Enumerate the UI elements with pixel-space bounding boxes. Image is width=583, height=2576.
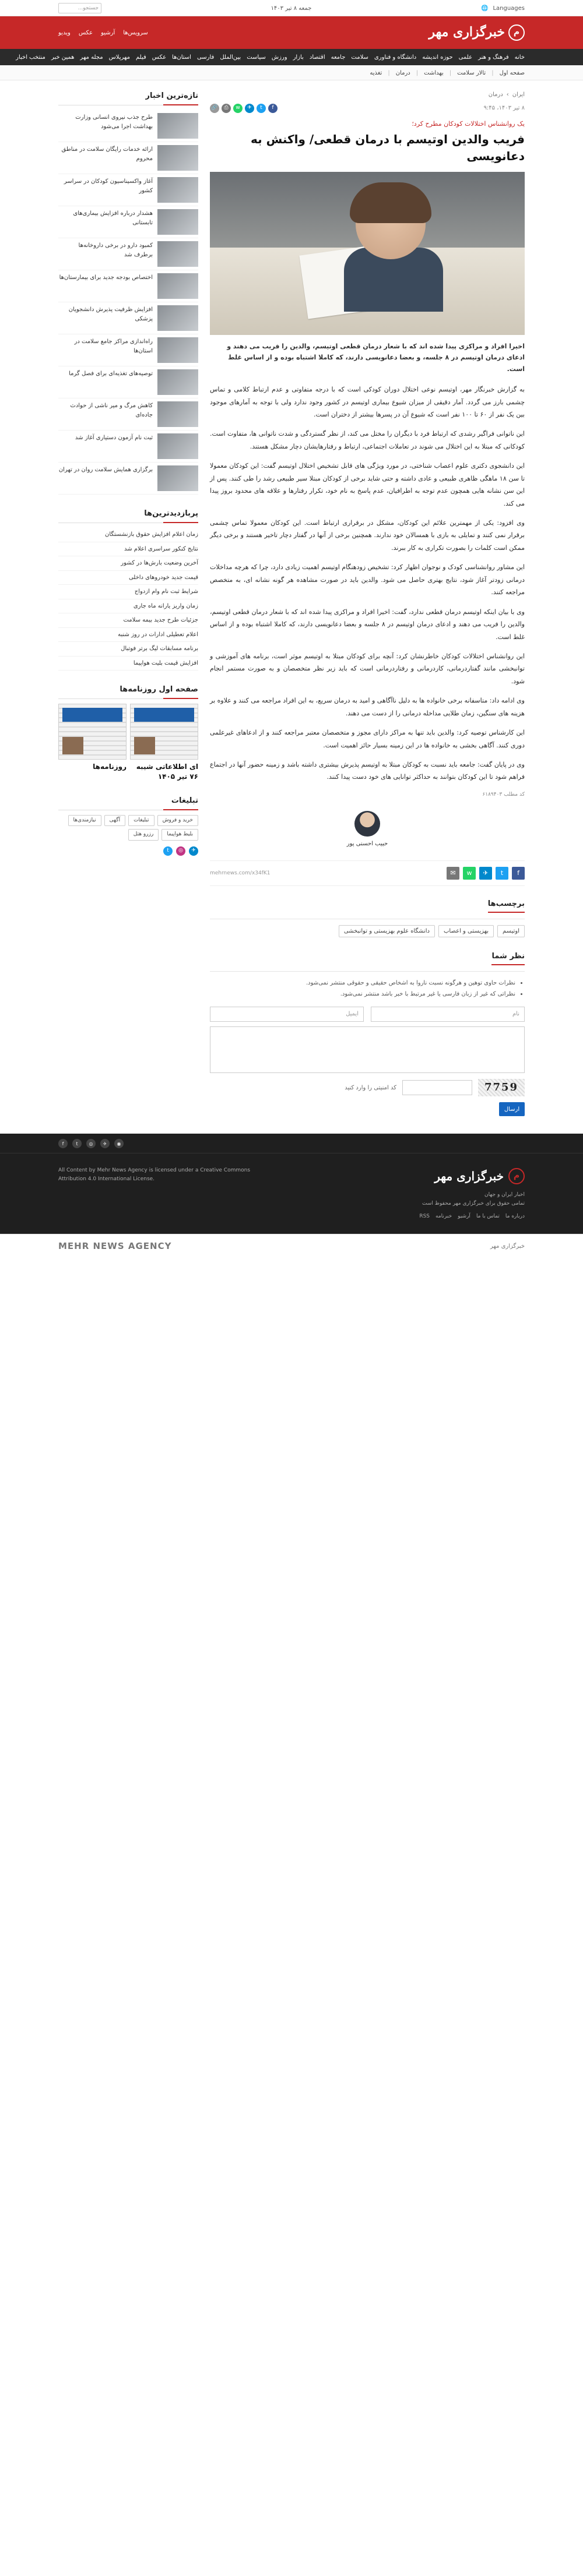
footer-link[interactable]: آرشیو <box>458 1213 470 1220</box>
news-thumbnail <box>157 241 198 267</box>
subnav-item[interactable]: درمان <box>395 69 410 76</box>
footer-copyright <box>58 1166 250 1221</box>
article-paragraph: این کارشناس توصیه کرد: والدین باید تنها به مراکز دارای مجوز و متخصصان معتبر مراجعه کنند و از ادعاهای غیرعلمی دوری کنند. آگاهی بخشی به خانواده ها در این زمینه بسیار حائز اهمیت است. <box>210 729 525 749</box>
article-paragraph: این ناتوانی فراگیر رشدی که ارتباط فرد با دیگران را مختل می کند، از نظر گستردگی و شدت ناتوانی ها، متفاوت است. کودکانی که مبتلا به این اختلال می شوند در تعاملات اجتماعی، ارتباط و رفتارهایشان دچار مشکل هستند. <box>210 430 525 450</box>
popular-item[interactable]: جزئیات طرح جدید بیمه سلامت <box>58 613 198 628</box>
news-headline: کاهش مرگ و میر ناشی از حوادث جاده‌ای <box>70 403 153 418</box>
sidebar <box>58 90 198 1116</box>
sidebar-tag[interactable]: نیازمندی‌ها <box>68 815 101 826</box>
facebook-icon[interactable]: f <box>268 104 278 113</box>
news-headline: آغاز واکسیناسیون کودکان در سراسر کشور <box>64 178 153 194</box>
subnav-item[interactable]: تغذیه <box>370 69 382 76</box>
site-logo[interactable] <box>429 22 525 43</box>
captcha-label: کد امنیتی را وارد کنید <box>345 1084 396 1091</box>
news-headline: کمبود دارو در برخی داروخانه‌ها برطرف شد <box>78 242 153 258</box>
news-headline: افزایش ظرفیت پذیرش دانشجویان پزشکی <box>68 306 153 322</box>
footer-link[interactable]: RSS <box>419 1213 430 1220</box>
sidebar-tags <box>58 815 198 841</box>
popular-item[interactable]: قیمت جدید خودروهای داخلی <box>58 571 198 585</box>
news-headline: توصیه‌های تغذیه‌ای برای فصل گرما <box>69 370 153 377</box>
topbar-left <box>481 3 525 13</box>
newspaper-name: روزنامه‌ها <box>93 763 127 771</box>
share-row-bottom <box>210 860 525 886</box>
nav-item[interactable]: حوزه اندیشه <box>422 54 453 61</box>
newspaper-card[interactable] <box>58 704 127 782</box>
logo-icon: م <box>508 24 525 41</box>
popular-item[interactable]: افزایش قیمت بلیت هواپیما <box>58 657 198 671</box>
cover-header <box>62 708 122 722</box>
latest-news-item[interactable] <box>58 334 198 366</box>
nav-item[interactable]: بین‌الملل <box>220 54 241 61</box>
article-paragraph: این روانشناس اختلالات کودکان خاطرنشان کرد: آنچه برای کودکان مبتلا به اوتیسم موثر است، برنامه های آموزشی و توانبخشی مانند گفتاردرمانی، کاردرمانی و رفتاردرمانی است که باید زیر نظر متخصصان و به صورت مستمر انجام شود. <box>210 652 525 685</box>
latest-news-item[interactable] <box>58 302 198 334</box>
footer-social <box>58 1134 525 1153</box>
twitter-icon[interactable]: t <box>72 1139 82 1148</box>
nav-item[interactable]: فرهنگ و هنر <box>478 54 509 61</box>
tag-link[interactable]: اوتیسم <box>497 925 525 937</box>
popular-item[interactable]: زمان واریز یارانه ماه جاری <box>58 599 198 614</box>
news-thumbnail <box>157 465 198 491</box>
short-url[interactable]: mehrnews.com/x34fK1 <box>210 870 271 876</box>
news-thumbnail <box>157 305 198 331</box>
nav-item[interactable]: استان‌ها <box>172 54 191 61</box>
article-paragraph: این مشاور روانشناسی کودک و نوجوان اظهار کرد: تشخیص زودهنگام اوتیسم اهمیت زیادی دارد، چرا که هرچه مداخلات درمانی زودتر آغاز شود، نتایج بهتری حاصل می شود. والدین باید در صورت مشاهده هر گونه نشانه ای، به متخصص مراجعه کنند. <box>210 563 525 597</box>
footer-link[interactable]: تماس با ما <box>476 1213 500 1220</box>
news-code: کد مطلب ۶۱۸۹۴۰۳ <box>482 791 525 797</box>
breadcrumb-item[interactable]: درمان <box>488 91 503 98</box>
instagram-icon[interactable]: ◎ <box>86 1139 96 1148</box>
sidebar-tag[interactable]: خرید و فروش <box>157 815 198 826</box>
ads-block <box>58 795 198 856</box>
nav-item[interactable]: مجله مهر <box>80 54 103 61</box>
news-headline: طرح جذب نیروی انسانی وزارت بهداشت اجرا می‌شود <box>75 114 153 130</box>
news-headline: راه‌اندازی مراکز جامع سلامت در استان‌ها <box>74 338 153 354</box>
newspaper-cover <box>130 704 198 760</box>
breadcrumb <box>210 90 525 100</box>
comment-rules <box>210 978 525 1000</box>
globe-icon[interactable]: 🌐 <box>480 5 489 12</box>
publish-date: ۸ تیر ۱۴۰۳، ۹:۴۵ <box>483 105 525 111</box>
nav-item[interactable]: همین خبر <box>51 54 75 61</box>
twitter-icon[interactable]: t <box>257 104 266 113</box>
facebook-icon[interactable]: f <box>512 867 525 880</box>
article-paragraph: به گزارش خبرنگار مهر، اوتیسم نوعی اختلال دوران کودکی است که با درجه متفاوتی و عدم ارتباط کلامی و تماس چشمی بارز می گردد. آمار دقیقی از میزان شیوع بیماری اوتیسم در کشور وجود ندارد ولی با توجه به آمارهای موجود بین یک نفر از ۶۰ تا ۱۰۰ نفر است که شیوع آن در پسرها بیشتر از دختران است. <box>210 386 525 418</box>
nav-item[interactable]: بازار <box>293 54 304 61</box>
author-name[interactable]: حبیب احسنی پور <box>346 841 388 848</box>
sidebar-tag[interactable]: تبلیغات <box>128 815 154 826</box>
newspaper-name: ای اطلاعاتی شیبه ۷۶ تیر ۱۴۰۵ <box>136 763 198 781</box>
section-divider <box>210 971 525 972</box>
header-link[interactable]: ویدیو <box>58 29 71 36</box>
footer-links <box>419 1212 525 1221</box>
latest-news-title: تازه‌ترین اخبار <box>58 90 198 105</box>
subnav-item[interactable]: تالار سلامت <box>457 69 486 76</box>
sidebar-tag[interactable]: بلیط هواپیما <box>161 829 198 840</box>
popular-item[interactable]: نتایج کنکور سراسری اعلام شد <box>58 542 198 557</box>
footer-logo-text: خبرگزاری مهر <box>434 1169 504 1184</box>
latest-news-item[interactable] <box>58 463 198 495</box>
latest-news-item[interactable] <box>58 398 198 430</box>
subnav-separator: | <box>416 69 419 76</box>
latest-news-item[interactable] <box>58 206 198 238</box>
article <box>210 90 525 1116</box>
nav-item[interactable]: مهرپلاس <box>108 54 131 61</box>
logo-icon: م <box>508 1168 525 1184</box>
comment-rule: • نظرات حاوی توهین و هرگونه نسبت ناروا به اشخاص حقیقی و حقوقی منتشر نمی‌شود. <box>210 978 515 989</box>
news-thumbnail <box>157 145 198 171</box>
whatsapp-icon[interactable]: w <box>233 104 243 113</box>
article-paragraph: وی ادامه داد: متاسفانه برخی خانواده ها به دلیل ناآگاهی و امید به درمان سریع، به این افراد مراجعه می کنند و علاوه بر هزینه های سنگین، زمان طلایی مداخله درمانی را از دست می دهند. <box>210 697 525 717</box>
latest-news-item[interactable] <box>58 110 198 142</box>
copyright-line: Attribution 4.0 International License. <box>58 1176 155 1182</box>
popular-title: پربازدیدترین‌ها <box>58 507 198 523</box>
footer <box>0 1134 583 1257</box>
news-thumbnail <box>157 209 198 235</box>
main-nav <box>0 49 583 65</box>
nav-item[interactable]: جامعه <box>331 54 346 61</box>
email-icon[interactable]: ✉ <box>447 867 459 880</box>
name-field[interactable]: نام <box>371 1007 525 1022</box>
twitter-icon[interactable]: t <box>163 846 173 856</box>
telegram-icon[interactable]: ✈ <box>245 104 254 113</box>
telegram-icon[interactable]: ✈ <box>100 1139 110 1148</box>
news-thumbnail <box>157 369 198 395</box>
article-meta <box>210 103 525 113</box>
latest-news-item[interactable] <box>58 238 198 270</box>
nav-item[interactable]: عکس <box>152 54 167 61</box>
subnav-separator: | <box>388 69 390 76</box>
whatsapp-icon[interactable]: w <box>463 867 476 880</box>
nav-item[interactable]: ورزش <box>271 54 287 61</box>
latest-news-block <box>58 90 198 495</box>
popular-block <box>58 507 198 671</box>
article-paragraph: این دانشجوی دکتری علوم اعصاب شناختی، در مورد ویژگی های قابل تشخیص اختلال اوتیسم گفت: این کودکان معمولا تا سن ۱۸ ماهگی ظاهری طبیعی و عادی داشته و حتی شاید برخی از کودکان مبتلا سیر طبیعی رشد را طی کنند. پس از این سن نشانه هایی همچون عدم توجه به اطرافیان، عدم پاسخ به نام خود، تکرار رفتارها و علاقه های محدود بروز پیدا می کند. <box>210 462 525 507</box>
subnav-item[interactable]: بهداشت <box>424 69 444 76</box>
captcha-image: 7759 <box>478 1079 525 1096</box>
cover-photo <box>134 737 155 754</box>
nav-item[interactable]: سلامت <box>351 54 368 61</box>
header-link[interactable]: سرویس‌ها <box>123 29 148 36</box>
comment-textarea[interactable] <box>210 1026 525 1073</box>
news-thumbnail <box>157 177 198 203</box>
sidebar-social <box>58 846 198 856</box>
sidebar-tag[interactable]: رزرو هتل <box>128 829 159 840</box>
breadcrumb-item[interactable]: ایران <box>512 91 525 98</box>
newspaper-cover <box>58 704 127 760</box>
footer-info: اخبار ایران و جهان <box>484 1192 525 1198</box>
header-link[interactable]: عکس <box>78 29 93 36</box>
popular-item[interactable]: آخرین وضعیت بارش‌ها در کشور <box>58 556 198 571</box>
copyright-line: All Content by Mehr News Agency is licensed under a Creative Commons <box>58 1167 251 1174</box>
submit-comment-button[interactable]: ارسال <box>499 1102 525 1116</box>
footer-link[interactable]: خبرنامه <box>436 1213 452 1220</box>
logo-text: خبرگزاری مهر <box>429 24 505 40</box>
date-label: جمعه ۸ تیر ۱۴۰۳ <box>271 5 312 12</box>
rss-icon[interactable]: ◉ <box>114 1139 124 1148</box>
share-row-top <box>210 104 278 113</box>
search-input[interactable]: جستجو... <box>58 3 101 13</box>
subnav-item[interactable]: صفحه اول <box>499 69 525 76</box>
latest-news-item[interactable] <box>58 174 198 206</box>
footer-link[interactable]: درباره ما <box>505 1213 525 1220</box>
sidebar-tag[interactable]: آگهی <box>104 815 125 826</box>
brand-en: MEHR NEWS AGENCY <box>58 1240 172 1251</box>
top-bar <box>0 0 583 16</box>
article-kicker: یک روانشناس اختلالات کودکان مطرح کرد؛ <box>412 120 525 128</box>
nav-item[interactable]: فارسی <box>196 54 215 61</box>
author-box <box>210 811 525 849</box>
subnav-separator: | <box>491 69 494 76</box>
footer-info: تمامی حقوق برای خبرگزاری مهر محفوظ است <box>422 1200 525 1206</box>
latest-news-item[interactable] <box>58 142 198 174</box>
share-icons <box>447 867 525 880</box>
tags-title: برچسب‌ها <box>488 898 525 913</box>
subnav-separator: | <box>449 69 452 76</box>
cover-photo <box>62 737 83 754</box>
latest-news-item[interactable] <box>58 366 198 398</box>
nav-item[interactable]: خانه <box>514 54 525 61</box>
comment-rule: • نظراتی که غیر از زبان فارسی یا غیر مرتبط با خبر باشد منتشر نمی‌شود. <box>210 989 515 1000</box>
nav-item[interactable]: منتخب اخبار <box>16 54 45 61</box>
news-headline: ارائه خدمات رایگان سلامت در مناطق محروم <box>61 146 153 162</box>
news-headline: ثبت نام آزمون دستیاری آغاز شد <box>75 435 153 442</box>
nav-item[interactable]: اقتصاد <box>309 54 325 61</box>
breadcrumb-separator: › <box>506 91 509 98</box>
news-headline: هشدار درباره افزایش بیماری‌های تابستانی <box>73 210 153 226</box>
facebook-icon[interactable]: f <box>58 1139 68 1148</box>
article-paragraph: وی افزود: یکی از مهمترین علائم این کودکان، مشکل در برقراری ارتباط است. این کودکان معمولا تماس چشمی برقرار نمی کنند و تمایلی به بازی با همسالان خود ندارند. همچنین برخی از آنها در گفتار دچار تاخیر هستند و برخی دیگر ممکن است کلمات را بصورت تکراری به کار ببرند. <box>210 519 525 552</box>
sub-nav <box>0 65 583 80</box>
author-avatar[interactable] <box>354 811 380 837</box>
article-title: فریب والدین اوتیسم با درمان قطعی/ واکنش به دعانویسی <box>251 132 525 163</box>
newspapers-block <box>58 683 198 782</box>
popular-item[interactable]: شرایط ثبت نام وام ازدواج <box>58 585 198 599</box>
telegram-icon[interactable]: ✈ <box>479 867 492 880</box>
popular-item[interactable]: اعلام تعطیلی ادارات در روز شنبه <box>58 628 198 643</box>
captcha-row <box>210 1079 525 1096</box>
cover-header <box>134 708 194 722</box>
print-icon[interactable]: ⎙ <box>222 104 231 113</box>
news-thumbnail <box>157 337 198 363</box>
article-hero-image <box>210 172 525 335</box>
article-paragraph: وی با بیان اینکه اوتیسم درمان قطعی ندارد، گفت: اخیرا افراد و مراکزی پیدا شده اند که با شعار درمان قطعی اوتیسم، والدین را فریب می دهند و ادعای درمان اوتیسم در ۸ جلسه و بعضا دعانویسی دارند، که کاملا اشتباه بوده و از اساس غلط است. <box>210 608 525 641</box>
article-paragraph: وی در پایان گفت: جامعه باید نسبت به کودکان مبتلا به اوتیسم پذیرش بیشتری داشته باشد و زمینه حضور آنها در اجتماع فراهم شود تا این کودکان بتوانند به حداکثر توانایی های خود دست پیدا کنند. <box>210 761 525 781</box>
header-link[interactable]: آرشیو <box>101 29 115 36</box>
tag-link[interactable]: دانشگاه علوم بهزیستی و توانبخشی <box>339 925 435 937</box>
news-thumbnail <box>157 273 198 299</box>
twitter-icon[interactable]: t <box>496 867 508 880</box>
article-lead: اخیرا افراد و مراکزی پیدا شده اند که با شعار درمان قطعی اوتیسم، والدین را فریب می دهند و ادعای درمان اوتیسم در ۸ جلسه، و بعضا دعانویسی دارند، که کاملا اشتباه بوده و از اساس غلط است. <box>227 342 525 373</box>
nav-item[interactable]: دانشگاه و فناوری <box>374 54 417 61</box>
instagram-icon[interactable]: ◎ <box>176 846 185 856</box>
nav-item[interactable]: فیلم <box>136 54 146 61</box>
nav-item[interactable]: سیاست <box>247 54 266 61</box>
language-link[interactable]: Languages <box>493 5 525 12</box>
footer-logo[interactable] <box>419 1166 525 1186</box>
latest-news-item[interactable] <box>58 430 198 463</box>
site-header <box>0 16 583 49</box>
news-headline: اختصاص بودجه جدید برای بیمارستان‌ها <box>59 274 153 281</box>
tag-link[interactable]: بهزیستی و اعصاب <box>438 925 494 937</box>
popular-item[interactable]: زمان اعلام افزایش حقوق بازنشستگان <box>58 528 198 542</box>
comment-form-row <box>210 1007 525 1022</box>
latest-news-item[interactable] <box>58 270 198 302</box>
brand-fa: خبرگزاری مهر <box>490 1243 525 1250</box>
newspapers <box>58 704 198 782</box>
link-icon[interactable]: 🔗 <box>210 104 219 113</box>
ads-title: تبلیغات <box>58 795 198 810</box>
nav-item[interactable]: علمی <box>458 54 473 61</box>
telegram-icon[interactable]: ✈ <box>189 846 198 856</box>
header-links <box>58 28 148 38</box>
article-tags <box>210 925 525 937</box>
newspapers-title: صفحه اول روزنامه‌ها <box>58 683 198 699</box>
news-thumbnail <box>157 401 198 427</box>
article-body <box>210 383 525 784</box>
email-field[interactable]: ایمیل <box>210 1007 364 1022</box>
news-headline: برگزاری همایش سلامت روان در تهران <box>58 467 153 474</box>
news-thumbnail <box>157 433 198 459</box>
newspaper-card[interactable] <box>130 704 198 782</box>
comments-title: نظر شما <box>491 950 525 965</box>
captcha-input[interactable] <box>402 1080 472 1095</box>
popular-item[interactable]: برنامه مسابقات لیگ برتر فوتبال <box>58 642 198 657</box>
news-thumbnail <box>157 113 198 139</box>
